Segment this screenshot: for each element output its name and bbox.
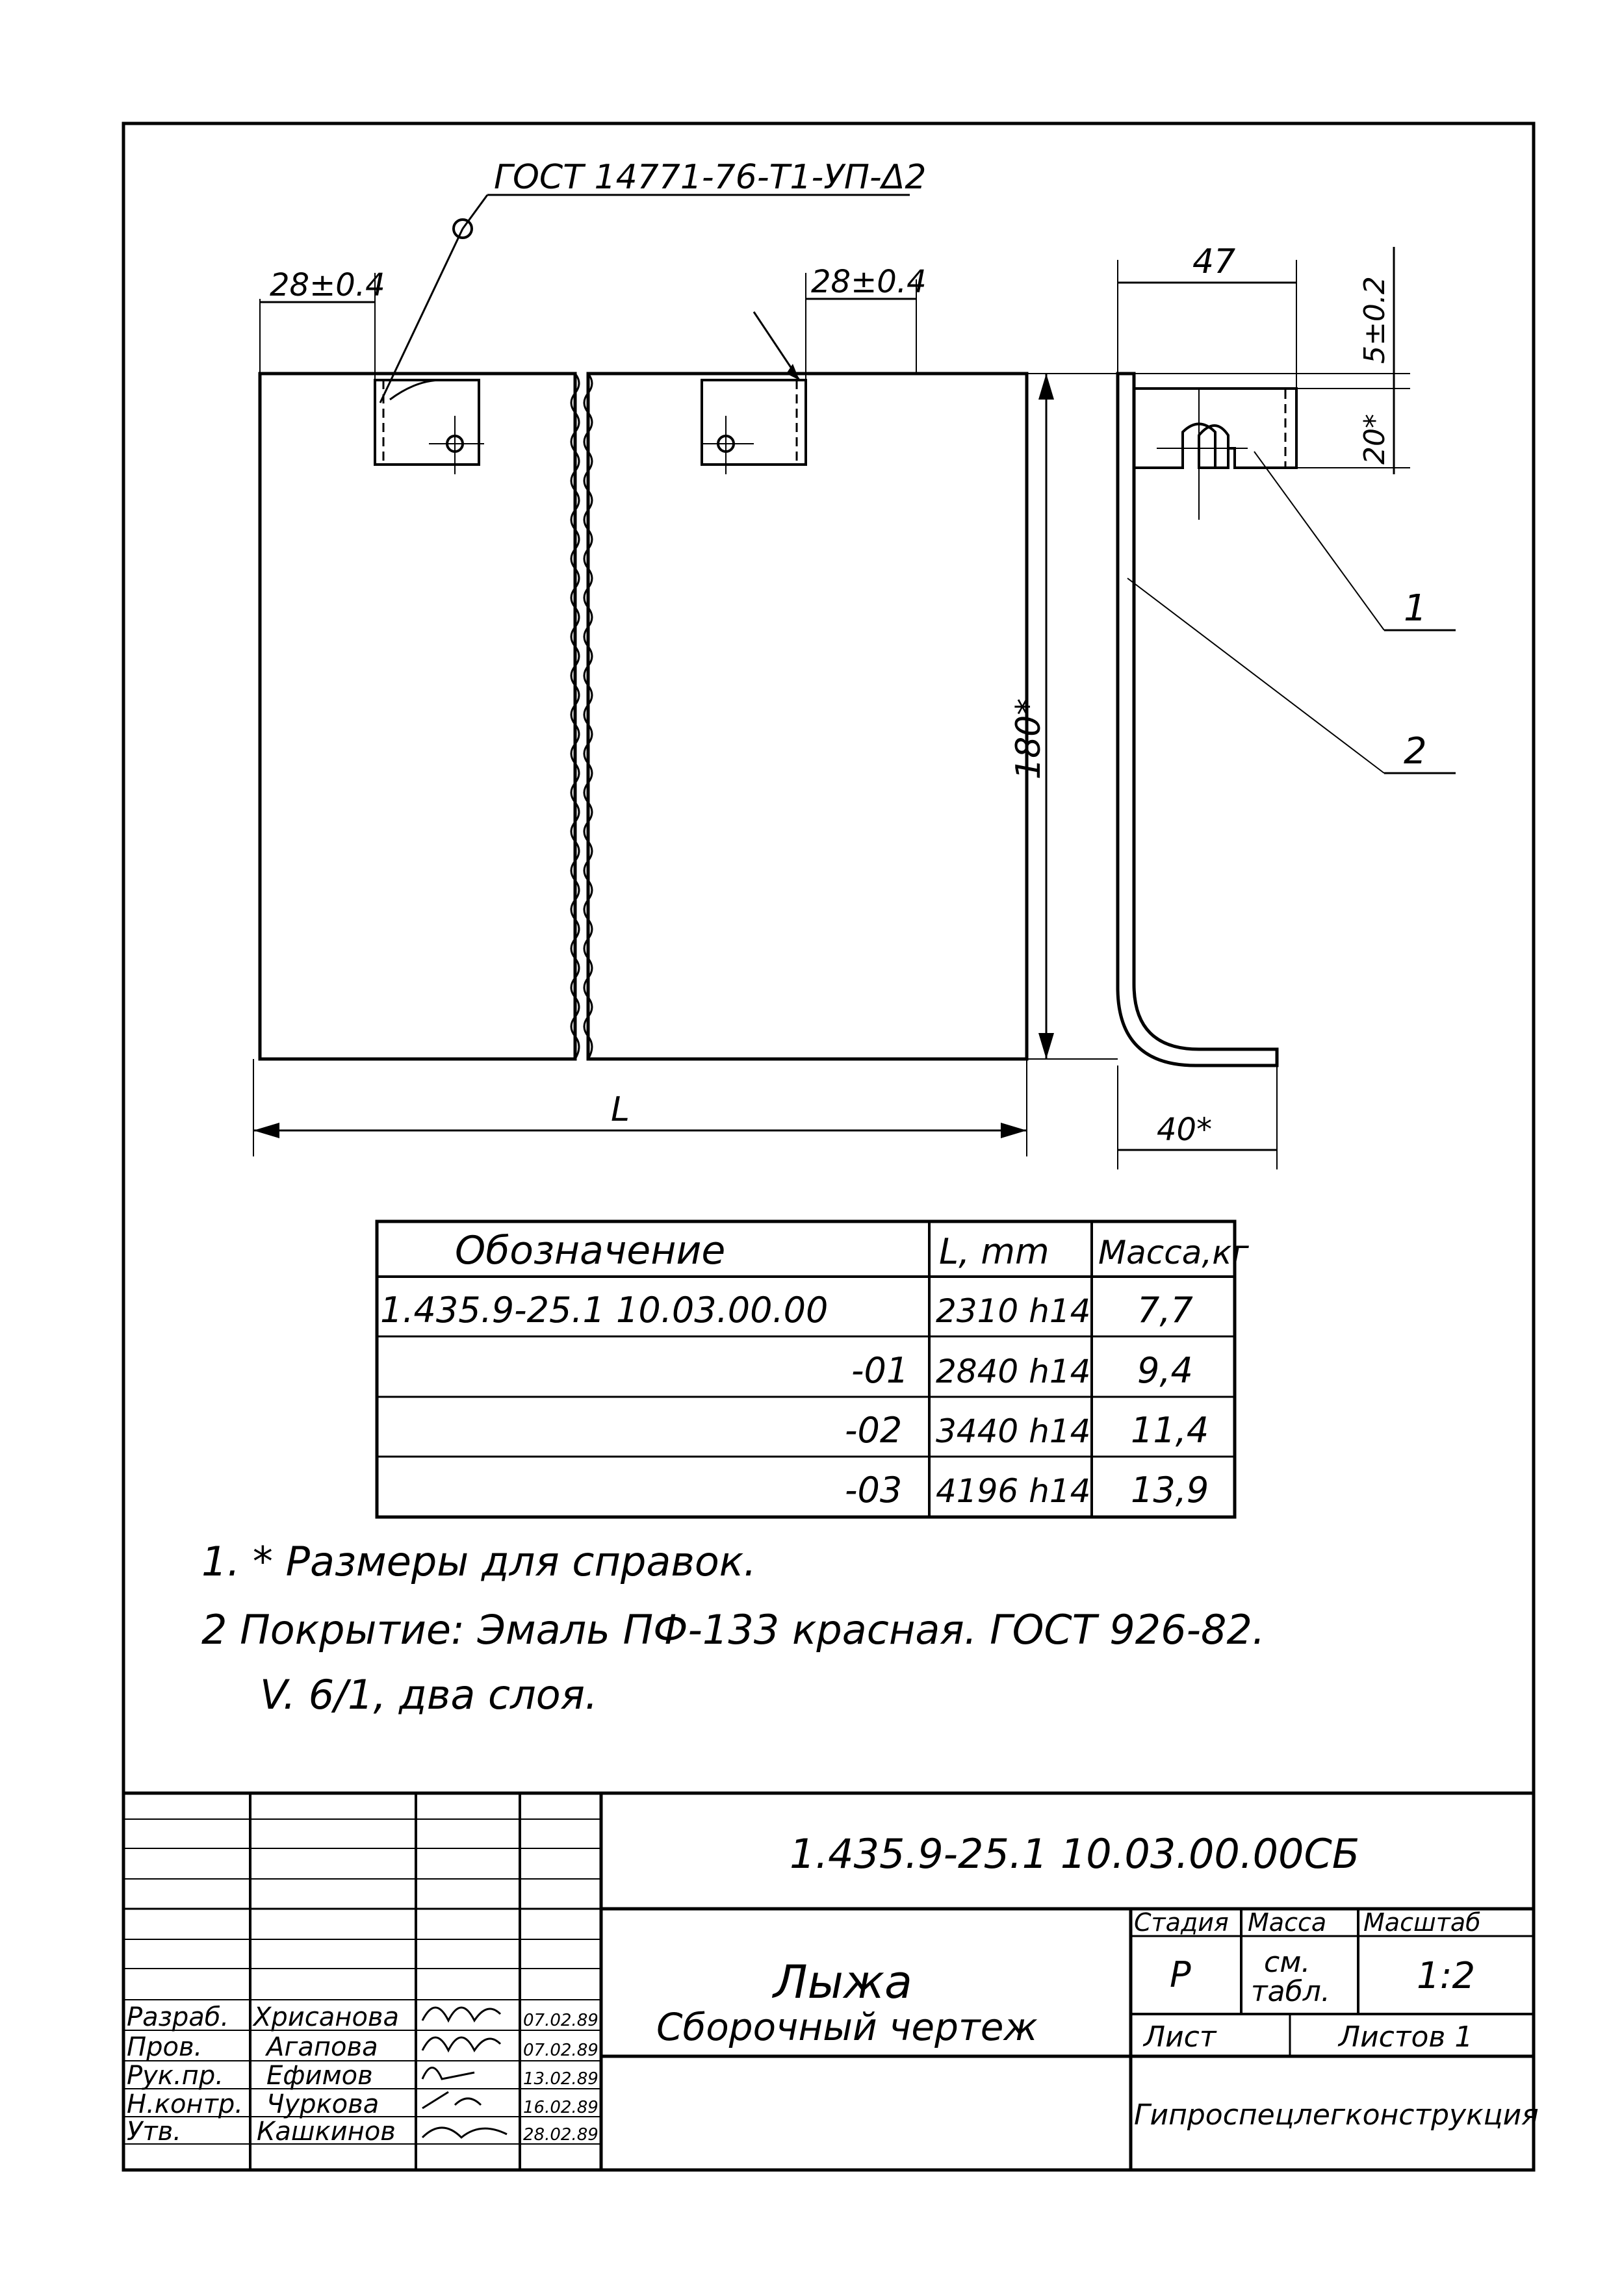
sign-name: Чуркова xyxy=(266,2089,380,2119)
dim-base: 40* xyxy=(1157,1112,1213,1148)
variants-table xyxy=(377,1221,1249,1517)
sign-role: Утв. xyxy=(127,2117,181,2147)
sign-role: Н.контр. xyxy=(127,2089,243,2119)
sign-name: Хрисанова xyxy=(253,2002,400,2032)
dim-left-offset: 28±0.4 xyxy=(270,267,385,303)
right-panel-outline xyxy=(588,374,1027,1059)
side-plate xyxy=(1118,374,1277,1065)
note-line-3: V. 6/1, два слоя. xyxy=(260,1671,598,1718)
dim-right-offset: 28±0.4 xyxy=(811,264,927,300)
dim-length: L xyxy=(611,1090,630,1129)
sheet-label: Лист xyxy=(1144,2021,1216,2054)
front-view xyxy=(253,158,1027,1156)
table-row-designation: -03 xyxy=(845,1470,903,1511)
table-row-length: 2310 h14 xyxy=(936,1292,1091,1330)
dim-slot-height: 20* xyxy=(1358,414,1391,465)
mass-value-2: табл. xyxy=(1251,1975,1330,2008)
table-row-mass: 13,9 xyxy=(1131,1470,1209,1511)
table-header-designation: Обозначение xyxy=(455,1228,726,1273)
document-code: 1.435.9-25.1 10.03.00.00СБ xyxy=(790,1830,1360,1878)
table-row-mass: 11,4 xyxy=(1131,1410,1209,1451)
table-row-designation: -02 xyxy=(845,1410,903,1451)
notes xyxy=(201,1538,1265,1718)
right-bracket xyxy=(702,380,806,474)
sign-role: Разраб. xyxy=(127,2002,229,2032)
left-bracket xyxy=(375,380,484,474)
side-view xyxy=(1009,242,1456,1169)
sign-role: Рук.пр. xyxy=(127,2061,224,2091)
organization: Гипроспецлегконструкция xyxy=(1134,2098,1539,2132)
sign-name: Агапова xyxy=(266,2032,378,2062)
drawing-type: Сборочный чертеж xyxy=(656,2005,1038,2049)
weld-symbol-text: ГОСТ 14771-76-Т1-УП-Δ2 xyxy=(494,158,927,197)
callout-2: 2 xyxy=(1404,730,1427,772)
title-block xyxy=(123,1793,1539,2170)
left-panel-outline xyxy=(260,374,575,1059)
handwritten-signatures xyxy=(422,2008,507,2137)
sign-name: Кашкинов xyxy=(257,2117,396,2147)
sign-role: Пров. xyxy=(127,2032,203,2062)
sign-name: Ефимов xyxy=(266,2061,373,2091)
note-line-2: 2 Покрытие: Эмаль ПФ-133 красная. ГОСТ 926-82. xyxy=(201,1606,1265,1653)
mass-value-1: см. xyxy=(1264,1946,1311,1979)
mass-label: Масса xyxy=(1248,1908,1327,1937)
table-row-length: 2840 h14 xyxy=(936,1353,1091,1390)
sign-date: 07.02.89 xyxy=(523,2011,599,2030)
note-line-1: 1. * Размеры для справок. xyxy=(201,1538,756,1585)
table-row-designation: 1.435.9-25.1 10.03.00.00 xyxy=(380,1290,829,1331)
sheets-label: Листов 1 xyxy=(1339,2021,1473,2054)
table-row-mass: 7,7 xyxy=(1137,1290,1193,1331)
table-row-mass: 9,4 xyxy=(1137,1350,1193,1391)
stage-value: Р xyxy=(1170,1954,1191,1995)
stage-label: Стадия xyxy=(1134,1908,1229,1937)
dim-height: 180* xyxy=(1009,698,1048,780)
sign-date: 13.02.89 xyxy=(523,2069,599,2089)
table-row-length: 3440 h14 xyxy=(936,1412,1091,1450)
scale-value: 1:2 xyxy=(1417,1955,1476,1997)
product-name: Лыжа xyxy=(773,1956,912,2009)
callout-1: 1 xyxy=(1404,587,1427,630)
table-header-mass: Масса,кг xyxy=(1098,1234,1249,1271)
scale-label: Масштаб xyxy=(1363,1908,1481,1937)
dim-tolerance: 5±0.2 xyxy=(1358,276,1391,364)
table-header-length: L, mm xyxy=(939,1231,1049,1272)
table-row-designation: -01 xyxy=(851,1350,909,1391)
sign-date: 07.02.89 xyxy=(523,2041,599,2060)
table-row-length: 4196 h14 xyxy=(936,1472,1091,1510)
dim-depth: 47 xyxy=(1192,242,1236,281)
sign-date: 16.02.89 xyxy=(523,2098,599,2117)
sign-date: 28.02.89 xyxy=(523,2125,599,2145)
